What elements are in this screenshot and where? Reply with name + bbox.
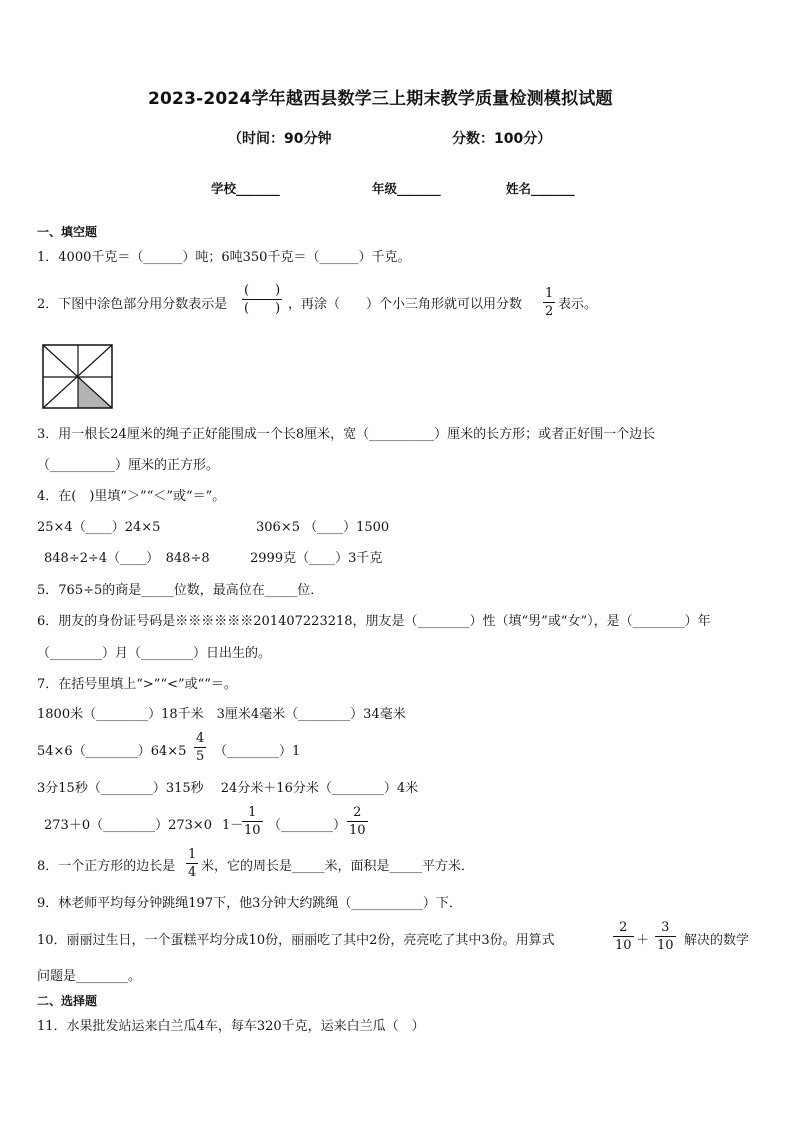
page-title: 2023-2024学年越西县数学三上期末教学质量检测模拟试题 — [148, 89, 613, 109]
question-7-fraction-1-10 — [242, 806, 263, 837]
question-7-prompt: 7．在括号里填上“>”“<”或“”＝。 — [37, 677, 237, 692]
question-7-row-4b: （________） — [268, 818, 347, 833]
question-2-half-fraction — [543, 287, 555, 318]
question-6-line-1: 6．朋友的身份证号码是※※※※※※201407223218，朋友是（________）性（填“男”或“女”），是（________）年 — [37, 614, 711, 629]
question-4-prompt: 4．在( )里填“＞”“＜”或“＝”。 — [37, 489, 226, 504]
question-10-part-b: 解决的数学 — [684, 933, 750, 948]
question-8-part-b: 米，它的周长是_____米，面积是_____平方米． — [201, 859, 475, 874]
fraction-denominator: 2 — [545, 304, 554, 319]
fraction-denominator: 10 — [657, 938, 674, 953]
question-7-row-1: 1800米（________）18千米 3厘米4毫米（________）34毫米 — [37, 707, 406, 722]
question-2-part-c: 表示。 — [558, 297, 598, 312]
fraction-numerator: 1 — [188, 847, 197, 862]
fraction-numerator: ( ) — [244, 283, 281, 298]
question-3-line-2: （__________）厘米的正方形。 — [37, 458, 220, 473]
question-10-fraction-3-10 — [655, 921, 676, 952]
fraction-numerator: 1 — [545, 286, 554, 301]
question-7-row-2b: （________）1 — [214, 744, 301, 759]
question-4-item-2: 306×5 （____）1500 — [256, 520, 390, 535]
question-7-fraction-4-5 — [194, 732, 206, 763]
fraction-numerator: 3 — [661, 920, 670, 935]
section-multiple-choice: 二、选择题 — [37, 994, 98, 1008]
name-field: 姓名_______ — [506, 181, 575, 196]
question-11: 11．水果批发站运来白兰瓜4车，每车320千克，运来白兰瓜（ ） — [37, 1019, 425, 1034]
question-7-row-2a: 54×6（________）64×5 — [37, 744, 187, 759]
question-4-item-1: 25×4（____）24×5 — [37, 520, 161, 535]
question-2-part-a: 2．下图中涂色部分用分数表示是 — [37, 297, 228, 312]
question-4-item-3: 848÷2÷4（____） 848÷8 — [44, 551, 210, 566]
question-7-row-3: 3分15秒（________）315秒 24分米＋16分米（________）4米 — [37, 781, 419, 796]
fraction-numerator: 4 — [196, 731, 205, 746]
question-10-line-2: 问题是________。 — [37, 969, 142, 984]
fraction-numerator: 1 — [248, 805, 257, 820]
section-fill-in: 一、填空题 — [37, 225, 98, 239]
grade-field: 年级_______ — [372, 181, 441, 196]
fraction-denominator: 10 — [615, 938, 632, 953]
question-2-blank-fraction — [242, 284, 282, 315]
fraction-denominator: 10 — [244, 823, 261, 838]
question-10-plus: ＋ — [636, 933, 650, 948]
triangle-square-figure — [42, 344, 114, 410]
school-field: 学校_______ — [211, 181, 280, 196]
question-7-fraction-2-10 — [347, 806, 368, 837]
question-6-line-2: （________）月（________）日出生的。 — [37, 646, 272, 661]
question-7-one-minus: 1－ — [222, 818, 244, 833]
question-7-row-4a: 273＋0（________）273×0 — [44, 818, 213, 833]
fraction-denominator: 4 — [188, 865, 197, 880]
question-8-fraction-1-4 — [186, 848, 198, 879]
question-4-item-4: 2999克（____）3千克 — [250, 551, 383, 566]
question-1: 1．4000千克＝（______）吨；6吨350千克＝（______）千克。 — [37, 250, 411, 265]
question-5: 5．765÷5的商是_____位数，最高位在_____位． — [37, 583, 324, 598]
question-10-fraction-2-10 — [613, 921, 634, 952]
fraction-denominator: ( ) — [244, 301, 281, 316]
question-10-part-a: 10．丽丽过生日，一个蛋糕平均分成10份，丽丽吃了其中2份，亮亮吃了其中3份。用算式 — [37, 933, 555, 948]
question-9: 9．林老师平均每分钟跳绳197下，他3分钟大约跳绳（___________）下． — [37, 896, 462, 911]
score-label: 分数：100分） — [452, 131, 552, 147]
fraction-denominator: 10 — [349, 823, 366, 838]
question-3-line-1: 3．用一根长24厘米的绳子正好能围成一个长8厘米，宽（__________）厘米的长方形；或者正好围一个边长 — [37, 427, 656, 442]
fraction-denominator: 5 — [196, 749, 205, 764]
question-2-part-b: ，再涂（ ）个小三角形就可以用分数 — [288, 297, 523, 312]
time-label: （时间：90分钟 — [228, 131, 332, 147]
fraction-numerator: 2 — [353, 805, 362, 820]
question-8-part-a: 8．一个正方形的边长是 — [37, 859, 176, 874]
fraction-numerator: 2 — [619, 920, 628, 935]
